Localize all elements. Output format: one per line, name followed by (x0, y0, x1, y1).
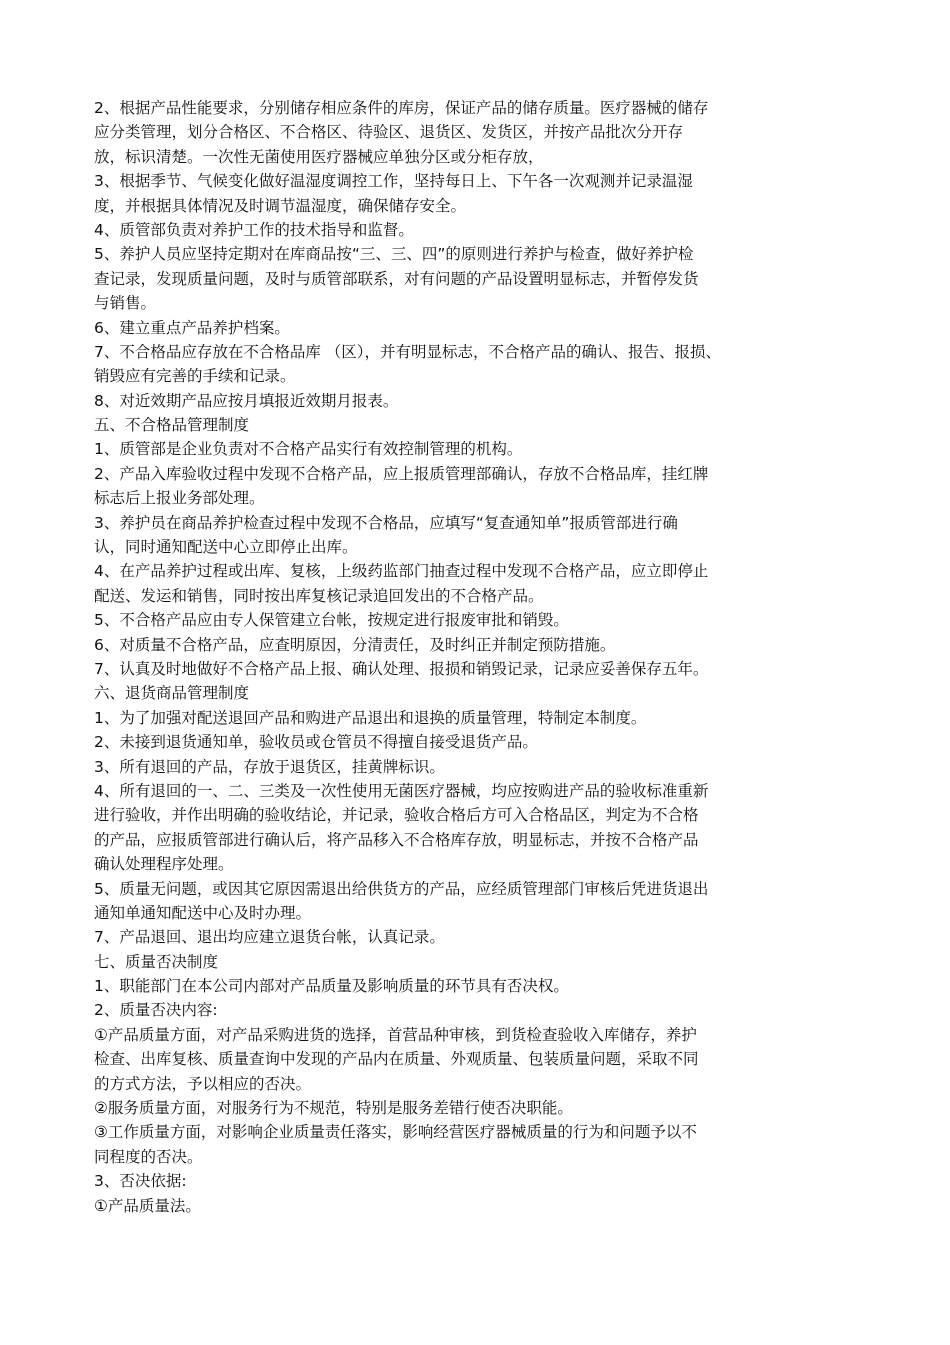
text-line: 进行验收，并作出明确的验收结论，并记录，验收合格后方可入合格品区，判定为不合格 (94, 806, 699, 825)
text-line: 5、不合格产品应由专人保管建立台帐，按规定进行报废审批和销毁。 (94, 611, 569, 630)
text-line: ②服务质量方面，对服务行为不规范，特别是服务差错行使否决职能。 (94, 1099, 573, 1118)
text-line: 配送、发运和销售，同时按出库复核记录追回发出的不合格产品。 (94, 586, 544, 605)
text-line: 放，标识清楚。一次性无菌使用医疗器械应单独分区或分柜存放， (94, 147, 544, 166)
text-line: 通知单通知配送中心及时办理。 (94, 903, 312, 922)
text-line: ①产品质量法。 (94, 1196, 201, 1215)
text-line: 1、为了加强对配送退回产品和购进产品退出和退换的质量管理，特制定本制度。 (94, 708, 647, 727)
text-line: 3、根据季节、气候变化做好温湿度调控工作，坚持每日上、下午各一次观测并记录温湿 (94, 172, 693, 191)
text-line: 3、养护员在商品养护检查过程中发现不合格品，应填写“复查通知单”报质管部进行确 (94, 513, 678, 532)
text-line: 度，并根据具体情况及时调节温湿度，确保储存安全。 (94, 196, 467, 215)
text-line: 3、所有退回的产品，存放于退货区，挂黄牌标识。 (94, 757, 445, 776)
text-line: 2、根据产品性能要求，分别储存相应条件的库房，保证产品的储存质量。医疗器械的储存 (94, 99, 709, 117)
text-line: 应分类管理，划分合格区、不合格区、待验区、退货区、发货区，并按产品批次分开存 (94, 123, 684, 142)
text-line: 的方式方法，予以相应的否决。 (94, 1074, 312, 1093)
text-line: 查记录，发现质量问题，及时与质管部联系，对有问题的产品设置明显标志，并暂停发货 (94, 269, 699, 288)
text-line: 确认处理程序处理。 (94, 855, 234, 874)
text-line: 的产品，应报质管部进行确认后，将产品移入不合格库存放，明显标志，并按不合格产品 (94, 830, 699, 849)
text-line: 认，同时通知配送中心立即停止出库。 (94, 538, 358, 557)
text-line: 8、对近效期产品应按月填报近效期月报表。 (94, 391, 399, 410)
text-line: 3、否决依据: (94, 1172, 187, 1191)
text-line: 2、质量否决内容: (94, 1001, 218, 1020)
text-line: 4、在产品养护过程或出库、复核，上级药监部门抽查过程中发现不合格产品，应立即停止 (94, 562, 709, 581)
text-line: 同程度的否决。 (94, 1147, 203, 1166)
text-line: 5、质量无问题，或因其它原因需退出给供货方的产品，应经质管理部门审核后凭进货退出 (94, 879, 709, 898)
text-line: 4、质管部负责对养护工作的技术指导和监督。 (94, 220, 414, 239)
text-line: 7、不合格品应存放在不合格品库 （区），并有明显标志，不合格产品的确认、报告、报损、 (94, 342, 722, 361)
text-line: 6、建立重点产品养护档案。 (94, 318, 290, 337)
document-body (94, 96, 834, 1218)
text-line: 1、质管部是企业负责对不合格产品实行有效控制管理的机构。 (94, 440, 523, 459)
text-line: 与销售。 (94, 294, 157, 313)
text-line: 七、质量否决制度 (94, 952, 219, 971)
text-line: 2、产品入库验收过程中发现不合格产品，应上报质管理部确认，存放不合格品库，挂红牌 (94, 464, 709, 483)
text-line: 五、不合格品管理制度 (94, 416, 250, 435)
text-line: 六、退货商品管理制度 (94, 684, 250, 703)
text-line: 4、所有退回的一、二、三类及一次性使用无菌医疗器械，均应按购进产品的验收标准重新 (94, 781, 709, 800)
text-line: 1、职能部门在本公司内部对产品质量及影响质量的环节具有否决权。 (94, 977, 569, 996)
text-line: 标志后上报业务部处理。 (94, 489, 265, 508)
text-line: 5、养护人员应坚持定期对在库商品按“三、三、四”的原则进行养护与检查，做好养护检 (94, 245, 694, 264)
text-line: 6、对质量不合格产品，应查明原因，分清责任，及时纠正并制定预防措施。 (94, 635, 616, 654)
text-line: 检查、出库复核、质量查询中发现的产品内在质量、外观质量、包装质量问题，采取不同 (94, 1050, 699, 1069)
text-line: 7、产品退回、退出均应建立退货台帐，认真记录。 (94, 928, 445, 947)
text-line: 2、未接到退货通知单，验收员或仓管员不得擅自接受退货产品。 (94, 733, 538, 752)
text-line: ③工作质量方面，对影响企业质量责任落实，影响经营医疗器械质量的行为和问题予以不 (94, 1123, 697, 1142)
text-line: 7、认真及时地做好不合格产品上报、确认处理、报损和销毁记录，记录应妥善保存五年。 (94, 659, 709, 678)
text-line: 销毁应有完善的手续和记录。 (94, 367, 296, 386)
text-line: ①产品质量方面，对产品采购进货的选择，首营品种审核，到货检查验收入库储存，养护 (94, 1025, 697, 1044)
